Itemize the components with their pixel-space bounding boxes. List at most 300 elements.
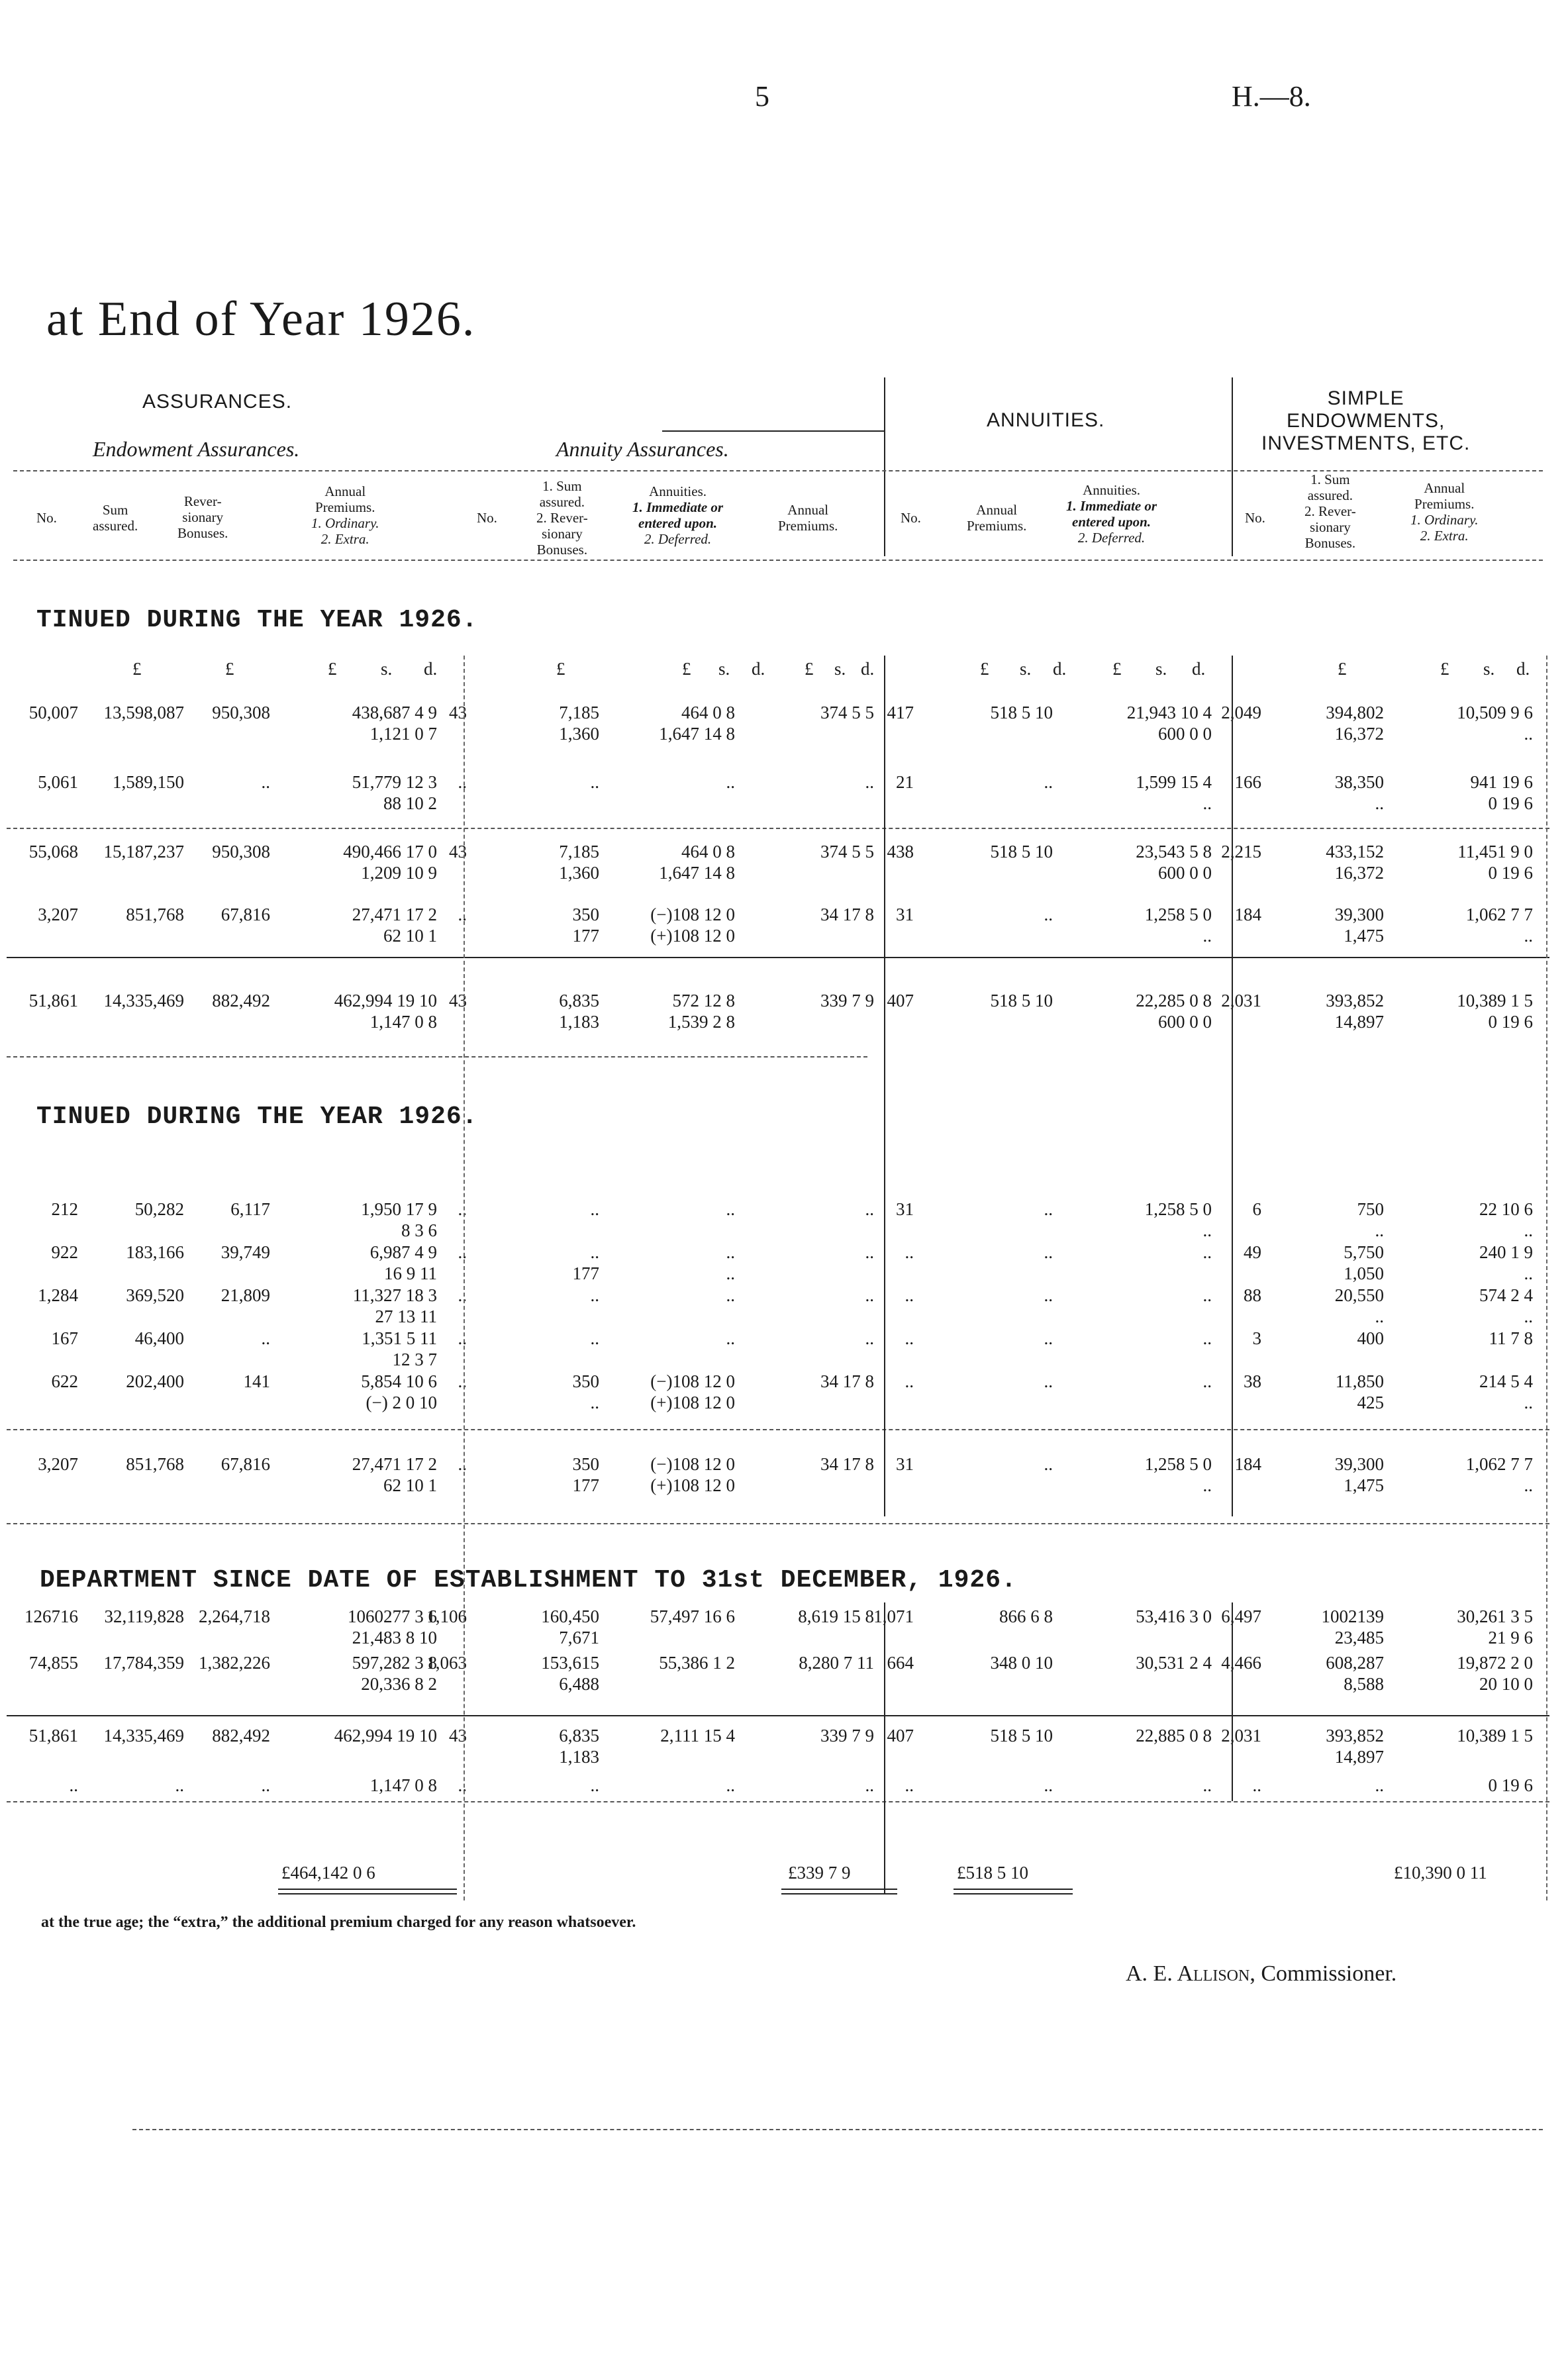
sec1-r1-c3b: 88 10 2	[383, 793, 437, 813]
sec2-r0-c2: 6,117	[230, 1199, 270, 1219]
sec3-r1-c5b: 6,488	[559, 1674, 599, 1694]
sec2-r5-c13b: ..	[1524, 1475, 1533, 1495]
sec3-r3-c13: 0 19 6	[1488, 1775, 1533, 1795]
unit-label: s.	[381, 659, 393, 679]
sec2-r2-c13: 574 2 4	[1479, 1285, 1533, 1305]
sec3-r2-c3: 462,994 19 10	[334, 1726, 437, 1746]
sec3-r1-c10: 30,531 2 4	[1136, 1653, 1212, 1673]
sec3-r0-c5b: 7,671	[559, 1628, 599, 1648]
sec2-r4-c13b: ..	[1524, 1393, 1533, 1412]
sec3-r0-c11: 6,497	[1221, 1606, 1261, 1626]
unit-label: £	[682, 659, 691, 679]
unit-label: d.	[1516, 659, 1530, 679]
sec3-r1-c7: 8,280 7 11	[799, 1653, 874, 1673]
sec1-r4-c3: 462,994 19 10	[334, 991, 437, 1010]
col-sum-assured: Sum assured.	[93, 502, 138, 534]
annuity-assurances-heading: Annuity Assurances.	[556, 437, 729, 461]
sec2-r1-c10: ..	[1202, 1242, 1212, 1262]
sec1-r0-c3b: 1,121 0 7	[369, 724, 437, 744]
sec2-r1-c6: ..	[726, 1242, 735, 1262]
sec1-r0-c0: 50,007	[28, 703, 78, 722]
sec3-r2-c12: 393,852	[1326, 1726, 1384, 1746]
sec1-r3-c2: 67,816	[220, 905, 270, 924]
sec2-r0-c11: 6	[1252, 1199, 1261, 1219]
sec3-r3-c8: ..	[905, 1775, 914, 1795]
sec2-r4-c6b: (+)108 12 0	[650, 1393, 735, 1412]
sec2-r0-c3: 1,950 17 9	[361, 1199, 437, 1219]
sec2-r1-c3b: 16 9 11	[384, 1263, 437, 1283]
sec1-r4-c12b: 14,897	[1334, 1012, 1384, 1032]
units-row	[0, 659, 1568, 681]
sec1-r4-c12: 393,852	[1326, 991, 1384, 1010]
sec2-r4-c9: ..	[1044, 1371, 1053, 1391]
sec1-r0-c8: 417	[887, 703, 914, 722]
sec2-r2-c7: ..	[865, 1285, 874, 1305]
sec1-r4-c9: 518 5 10	[990, 991, 1053, 1010]
col-se-no: No.	[1245, 510, 1265, 526]
sec2-r0-c6: ..	[726, 1199, 735, 1219]
sec3-r2-c4: 43	[449, 1726, 467, 1746]
annuities-heading: ANNUITIES.	[987, 409, 1105, 431]
sec1-r2-c4: 43	[449, 842, 467, 861]
sec3-r0-c5: 160,450	[541, 1606, 599, 1626]
sec3-r2-c11: 2,031	[1221, 1726, 1261, 1746]
total-annuity-assurance: £339 7 9	[788, 1863, 851, 1883]
sec1-r0-c5: 7,185	[559, 703, 599, 722]
sec2-r0-c8: 31	[896, 1199, 914, 1219]
sec3-r1-c2: 1,382,226	[199, 1653, 270, 1673]
sec2-r5-c2: 67,816	[220, 1454, 270, 1474]
sec2-r3-c3: 1,351 5 11	[362, 1328, 437, 1348]
sec2-r3-c1: 46,400	[134, 1328, 184, 1348]
sec2-r0-c12: 750	[1357, 1199, 1384, 1219]
unit-label: £	[980, 659, 989, 679]
sec1-r0-c9: 518 5 10	[990, 703, 1053, 722]
total-simple: £10,390 0 11	[1394, 1863, 1487, 1883]
sec2-r5-c10: 1,258 5 0	[1144, 1454, 1212, 1474]
sec1-r0-c10b: 600 0 0	[1158, 724, 1212, 744]
sec1-r2-c7: 374 5 5	[820, 842, 874, 861]
section-1-title: TINUED DURING THE YEAR 1926.	[36, 606, 478, 634]
unit-label: £	[328, 659, 337, 679]
sec3-r0-c1: 32,119,828	[104, 1606, 184, 1626]
sec3-r0-c4: 1,106	[426, 1606, 467, 1626]
sec1-r4-c13b: 0 19 6	[1488, 1012, 1533, 1032]
sec2-r1-c4: ..	[458, 1242, 467, 1262]
sec1-r4-c3b: 1,147 0 8	[369, 1012, 437, 1032]
sec2-r5-c6b: (+)108 12 0	[650, 1475, 735, 1495]
sec3-r0-c0: 126716	[24, 1606, 78, 1626]
sec2-r4-c3b: (−) 2 0 10	[366, 1393, 437, 1412]
sec2-r1-c12: 5,750	[1344, 1242, 1384, 1262]
section-3-title: DEPARTMENT SINCE DATE OF ESTABLISHMENT TO 31st DECEMBER, 1926.	[40, 1566, 1017, 1595]
sec1-r1-c0: 5,061	[38, 772, 78, 792]
sec2-r3-c3b: 12 3 7	[392, 1350, 437, 1369]
sec1-r0-c3: 438,687 4 9	[352, 703, 437, 722]
sec1-r1-c7: ..	[865, 772, 874, 792]
sec2-r2-c4: ..	[458, 1285, 467, 1305]
sec2-r5-c13: 1,062 7 7	[1465, 1454, 1533, 1474]
sec2-r0-c0: 212	[51, 1199, 78, 1219]
sec3-r0-c13: 30,261 3 5	[1457, 1606, 1533, 1626]
sec3-r0-c9: 866 6 8	[999, 1606, 1053, 1626]
col-an-no: No.	[901, 510, 921, 526]
sec1-r0-c13b: ..	[1524, 724, 1533, 744]
sec3-r2-c12b: 14,897	[1334, 1747, 1384, 1767]
sec2-r2-c0: 1,284	[38, 1285, 78, 1305]
col-an-annuities: Annuities. 1. Immediate or entered upon. 2. Deferred.	[1066, 482, 1157, 546]
sec2-r3-c8: ..	[905, 1328, 914, 1348]
sec2-r1-c5: ..	[590, 1242, 599, 1262]
sec2-r1-c11: 49	[1244, 1242, 1261, 1262]
sec3-r1-c3b: 20,336 8 2	[361, 1674, 437, 1694]
sec3-r1-c12b: 8,588	[1344, 1674, 1384, 1694]
sec2-r4-c11: 38	[1244, 1371, 1261, 1391]
sec2-r1-c2: 39,749	[220, 1242, 270, 1262]
sec2-r2-c1: 369,520	[126, 1285, 184, 1305]
sec3-r3-c0: ..	[69, 1775, 78, 1795]
sec3-r2-c2: 882,492	[212, 1726, 270, 1746]
sec1-r1-c6: ..	[726, 772, 735, 792]
sec1-r3-c10: 1,258 5 0	[1144, 905, 1212, 924]
sec3-r1-c13: 19,872 2 0	[1457, 1653, 1533, 1673]
sec2-r5-c5b: 177	[572, 1475, 599, 1495]
sec3-r2-c5: 6,835	[559, 1726, 599, 1746]
sec3-r3-c12: ..	[1375, 1775, 1384, 1795]
sec1-r1-c13: 941 19 6	[1470, 772, 1533, 792]
sec1-r3-c13b: ..	[1524, 926, 1533, 946]
sec1-r1-c2: ..	[261, 772, 270, 792]
sec3-r3-c9: ..	[1044, 1775, 1053, 1795]
sec1-r0-c4: 43	[449, 703, 467, 722]
sec2-r0-c4: ..	[458, 1199, 467, 1219]
col-annual-premiums-oe: Annual Premiums. 1. Ordinary. 2. Extra.	[311, 483, 379, 547]
sec1-r2-c2: 950,308	[212, 842, 270, 861]
sec2-r0-c7: ..	[865, 1199, 874, 1219]
sec1-r3-c1: 851,768	[126, 905, 184, 924]
sec2-r5-c3: 27,471 17 2	[352, 1454, 437, 1474]
sec2-r3-c6: ..	[726, 1328, 735, 1348]
sec2-r2-c6: ..	[726, 1285, 735, 1305]
sec1-r2-c10b: 600 0 0	[1158, 863, 1212, 883]
sec3-r1-c13b: 20 10 0	[1479, 1674, 1533, 1694]
sec3-r0-c12: 1002139	[1321, 1606, 1384, 1626]
sec3-r1-c9: 348 0 10	[990, 1653, 1053, 1673]
sec3-r1-c1: 17,784,359	[103, 1653, 184, 1673]
sec3-r2-c13: 10,389 1 5	[1457, 1726, 1533, 1746]
sec1-r4-c7: 339 7 9	[820, 991, 874, 1010]
sec1-r2-c3: 490,466 17 0	[343, 842, 437, 861]
sec3-r2-c8: 407	[887, 1726, 914, 1746]
sec1-r4-c8: 407	[887, 991, 914, 1010]
sec1-r3-c13: 1,062 7 7	[1465, 905, 1533, 924]
sec2-r5-c7: 34 17 8	[820, 1454, 874, 1474]
sec1-r2-c1: 15,187,237	[103, 842, 184, 861]
sec2-r4-c0: 622	[51, 1371, 78, 1391]
sec2-r0-c3b: 8 3 6	[401, 1220, 437, 1240]
sec2-r3-c12: 400	[1357, 1328, 1384, 1348]
sec3-r3-c10: ..	[1202, 1775, 1212, 1795]
sec3-r1-c12: 608,287	[1326, 1653, 1384, 1673]
sec1-r3-c3: 27,471 17 2	[352, 905, 437, 924]
sec1-r2-c12b: 16,372	[1334, 863, 1384, 883]
sec1-r3-c5: 350	[572, 905, 599, 924]
sec2-r1-c13b: ..	[1524, 1263, 1533, 1283]
sec1-r3-c6b: (+)108 12 0	[650, 926, 735, 946]
sec3-r1-c3: 597,282 3 8	[352, 1653, 437, 1673]
sec2-r0-c13: 22 10 6	[1479, 1199, 1533, 1219]
sec1-r4-c11: 2,031	[1221, 991, 1261, 1010]
unit-label: £	[556, 659, 565, 679]
unit-label: s.	[1155, 659, 1167, 679]
sec1-r3-c11: 184	[1234, 905, 1261, 924]
sec2-r0-c13b: ..	[1524, 1220, 1533, 1240]
sec2-r1-c0: 922	[51, 1242, 78, 1262]
sec1-r2-c8: 438	[887, 842, 914, 861]
col-aa-sum: 1. Sum assured. 2. Rever- sionary Bonuses.	[536, 478, 588, 558]
sec2-r0-c1: 50,282	[134, 1199, 184, 1219]
sec3-r1-c11: 4,466	[1221, 1653, 1261, 1673]
sec2-r4-c6: (−)108 12 0	[650, 1371, 735, 1391]
sec2-r4-c10: ..	[1202, 1371, 1212, 1391]
sec1-r3-c12b: 1,475	[1344, 926, 1384, 946]
sec2-r0-c12b: ..	[1375, 1220, 1384, 1240]
sec3-r0-c10: 53,416 3 0	[1136, 1606, 1212, 1626]
sec2-r1-c1: 183,166	[126, 1242, 184, 1262]
sec3-r1-c6: 55,386 1 2	[659, 1653, 735, 1673]
sec1-r4-c0: 51,861	[28, 991, 78, 1010]
sec2-r3-c2: ..	[261, 1328, 270, 1348]
sec3-r3-c1: ..	[175, 1775, 184, 1795]
sec2-r4-c5: 350	[572, 1371, 599, 1391]
sec2-r1-c12b: 1,050	[1344, 1263, 1384, 1283]
section-2-title: TINUED DURING THE YEAR 1926.	[36, 1103, 478, 1131]
unit-label: £	[805, 659, 814, 679]
sec1-r4-c6b: 1,539 2 8	[667, 1012, 735, 1032]
col-aa-annual-premiums: Annual Premiums.	[778, 502, 838, 534]
sec1-r0-c2: 950,308	[212, 703, 270, 722]
sec1-r0-c6b: 1,647 14 8	[659, 724, 735, 744]
sec2-r4-c4: ..	[458, 1371, 467, 1391]
sec2-r5-c4: ..	[458, 1454, 467, 1474]
sec1-r0-c13: 10,509 9 6	[1457, 703, 1533, 722]
sec3-r3-c4: ..	[458, 1775, 467, 1795]
col-se-sum: 1. Sum assured. 2. Rever- sionary Bonuses.	[1304, 471, 1356, 551]
sec1-r3-c9: ..	[1044, 905, 1053, 924]
sec1-r2-c13b: 0 19 6	[1488, 863, 1533, 883]
sec2-r2-c8: ..	[905, 1285, 914, 1305]
endowment-heading: Endowment Assurances.	[93, 437, 300, 461]
sec3-r0-c3: 1060277 3 6	[348, 1606, 437, 1626]
unit-label: d.	[752, 659, 765, 679]
sec1-r4-c2: 882,492	[212, 991, 270, 1010]
sec2-r5-c11: 184	[1234, 1454, 1261, 1474]
sec3-r3-c6: ..	[726, 1775, 735, 1795]
sec2-r5-c8: 31	[896, 1454, 914, 1474]
sec3-r0-c12b: 23,485	[1334, 1628, 1384, 1648]
unit-label: £	[1440, 659, 1449, 679]
sec2-r4-c2: 141	[243, 1371, 270, 1391]
sec2-r2-c12: 20,550	[1334, 1285, 1384, 1305]
page-reference: H.—8.	[1232, 80, 1311, 113]
sec2-r3-c0: 167	[51, 1328, 78, 1348]
sec2-r1-c13: 240 1 9	[1479, 1242, 1533, 1262]
sec1-r2-c0: 55,068	[28, 842, 78, 861]
sec1-r2-c6: 464 0 8	[681, 842, 735, 861]
sec2-r2-c10: ..	[1202, 1285, 1212, 1305]
unit-label: s.	[718, 659, 730, 679]
sec1-r1-c12: 38,350	[1334, 772, 1384, 792]
footnote: at the true age; the “extra,” the additional premium charged for any reason whatsoever.	[41, 1914, 636, 1931]
sec1-r2-c9: 518 5 10	[990, 842, 1053, 861]
sec2-r2-c3b: 27 13 11	[375, 1306, 437, 1326]
sec2-r5-c12b: 1,475	[1344, 1475, 1384, 1495]
sec1-r3-c0: 3,207	[38, 905, 78, 924]
sec2-r2-c9: ..	[1044, 1285, 1053, 1305]
page-title: at End of Year 1926.	[46, 292, 476, 346]
sec1-r0-c12: 394,802	[1326, 703, 1384, 722]
sec3-r2-c10: 22,885 0 8	[1136, 1726, 1212, 1746]
sec1-r1-c10b: ..	[1202, 793, 1212, 813]
sec2-r2-c2: 21,809	[220, 1285, 270, 1305]
sec2-r5-c1: 851,768	[126, 1454, 184, 1474]
col-se-premiums: Annual Premiums. 1. Ordinary. 2. Extra.	[1410, 480, 1479, 544]
unit-label: £	[225, 659, 234, 679]
sec2-r4-c3: 5,854 10 6	[361, 1371, 437, 1391]
unit-label: s.	[1020, 659, 1032, 679]
sec1-r4-c1: 14,335,469	[103, 991, 184, 1010]
sec1-r2-c11: 2,215	[1221, 842, 1261, 861]
sec2-r1-c3: 6,987 4 9	[369, 1242, 437, 1262]
sec2-r1-c6b: ..	[726, 1263, 735, 1283]
sec3-r3-c2: ..	[261, 1775, 270, 1795]
col-reversionary: Rever- sionary Bonuses.	[177, 493, 228, 541]
sec1-r1-c13b: 0 19 6	[1488, 793, 1533, 813]
sec3-r3-c5: ..	[590, 1775, 599, 1795]
sec3-r1-c8: 664	[887, 1653, 914, 1673]
sec1-r3-c6: (−)108 12 0	[650, 905, 735, 924]
sec1-r0-c5b: 1,360	[559, 724, 599, 744]
unit-label: £	[1112, 659, 1122, 679]
sec1-r0-c11: 2,049	[1221, 703, 1261, 722]
sec2-r4-c7: 34 17 8	[820, 1371, 874, 1391]
sec1-r4-c10: 22,285 0 8	[1136, 991, 1212, 1010]
sec2-r4-c12: 11,850	[1335, 1371, 1384, 1391]
col-aa-no: No.	[477, 510, 497, 526]
sec1-r2-c6b: 1,647 14 8	[659, 863, 735, 883]
sec1-r0-c12b: 16,372	[1334, 724, 1384, 744]
sec3-r2-c6: 2,111 15 4	[660, 1726, 735, 1746]
sec2-r0-c10b: ..	[1202, 1220, 1212, 1240]
sec1-r3-c4: ..	[458, 905, 467, 924]
sec1-r1-c4: ..	[458, 772, 467, 792]
sec1-r3-c8: 31	[896, 905, 914, 924]
sec1-r3-c5b: 177	[572, 926, 599, 946]
sec1-r3-c10b: ..	[1202, 926, 1212, 946]
sec3-r3-c11: ..	[1252, 1775, 1261, 1795]
unit-label: s.	[1483, 659, 1495, 679]
sec2-r0-c5: ..	[590, 1199, 599, 1219]
sec1-r2-c5: 7,185	[559, 842, 599, 861]
sec2-r2-c11: 88	[1244, 1285, 1261, 1305]
sec1-r1-c8: 21	[896, 772, 914, 792]
sec1-r4-c6: 572 12 8	[672, 991, 735, 1010]
sec1-r1-c11: 166	[1234, 772, 1261, 792]
sec1-r0-c7: 374 5 5	[820, 703, 874, 722]
unit-label: £	[1338, 659, 1347, 679]
sec1-r3-c3b: 62 10 1	[383, 926, 437, 946]
sec1-r0-c1: 13,598,087	[103, 703, 184, 722]
col-an-annual-premiums: Annual Premiums.	[967, 502, 1027, 534]
sec1-r2-c13: 11,451 9 0	[1457, 842, 1533, 861]
sec2-r2-c12b: ..	[1375, 1306, 1384, 1326]
sec1-r1-c3: 51,779 12 3	[352, 772, 437, 792]
sec3-r0-c2: 2,264,718	[199, 1606, 270, 1626]
sec2-r3-c7: ..	[865, 1328, 874, 1348]
sec3-r0-c8: 1,071	[873, 1606, 914, 1626]
sec2-r5-c0: 3,207	[38, 1454, 78, 1474]
col-aa-annuities: Annuities. 1. Immediate or entered upon. 2. Deferred.	[632, 483, 724, 547]
sec1-r2-c10: 23,543 5 8	[1136, 842, 1212, 861]
sec2-r5-c5: 350	[572, 1454, 599, 1474]
col-no: No.	[36, 510, 57, 526]
sec1-r2-c3b: 1,209 10 9	[361, 863, 437, 883]
sec3-r1-c4: 1,063	[426, 1653, 467, 1673]
sec3-r2-c0: 51,861	[28, 1726, 78, 1746]
sec1-r0-c6: 464 0 8	[681, 703, 735, 722]
unit-label: d.	[1192, 659, 1206, 679]
sec2-r3-c4: ..	[458, 1328, 467, 1348]
sec1-r2-c12: 433,152	[1326, 842, 1384, 861]
sec1-r4-c5: 6,835	[559, 991, 599, 1010]
assurances-heading: ASSURANCES.	[142, 391, 293, 413]
sec2-r4-c12b: 425	[1357, 1393, 1384, 1412]
sec3-r2-c9: 518 5 10	[990, 1726, 1053, 1746]
sec3-r0-c3b: 21,483 8 10	[352, 1628, 437, 1648]
sec2-r1-c8: ..	[905, 1242, 914, 1262]
sec1-r1-c10: 1,599 15 4	[1136, 772, 1212, 792]
unit-label: £	[132, 659, 142, 679]
sec3-r0-c7: 8,619 15 8	[798, 1606, 874, 1626]
sec2-r3-c11: 3	[1252, 1328, 1261, 1348]
sec2-r0-c9: ..	[1044, 1199, 1053, 1219]
sec2-r1-c9: ..	[1044, 1242, 1053, 1262]
sec3-r2-c1: 14,335,469	[103, 1726, 184, 1746]
sec1-r3-c7: 34 17 8	[820, 905, 874, 924]
sec1-r1-c1: 1,589,150	[113, 772, 184, 792]
sec2-r5-c3b: 62 10 1	[383, 1475, 437, 1495]
sec2-r4-c5b: ..	[590, 1393, 599, 1412]
total-annuities: £518 5 10	[957, 1863, 1028, 1883]
sec3-r3-c7: ..	[865, 1775, 874, 1795]
sec2-r5-c12: 39,300	[1334, 1454, 1384, 1474]
signature: A. E. Allison, Commissioner.	[1126, 1961, 1397, 1986]
page-number: 5	[755, 80, 769, 113]
unit-label: d.	[1053, 659, 1067, 679]
sec1-r4-c10b: 600 0 0	[1158, 1012, 1212, 1032]
sec2-r5-c10b: ..	[1202, 1475, 1212, 1495]
sec1-r1-c5: ..	[590, 772, 599, 792]
sec1-r0-c10: 21,943 10 4	[1126, 703, 1212, 722]
sec3-r0-c6: 57,497 16 6	[650, 1606, 735, 1626]
sec2-r3-c10: ..	[1202, 1328, 1212, 1348]
unit-label: d.	[424, 659, 438, 679]
sec2-r3-c13: 11 7 8	[1489, 1328, 1533, 1348]
sec3-r1-c0: 74,855	[28, 1653, 78, 1673]
sec2-r3-c5: ..	[590, 1328, 599, 1348]
sec1-r4-c4: 43	[449, 991, 467, 1010]
sec2-r0-c10: 1,258 5 0	[1144, 1199, 1212, 1219]
